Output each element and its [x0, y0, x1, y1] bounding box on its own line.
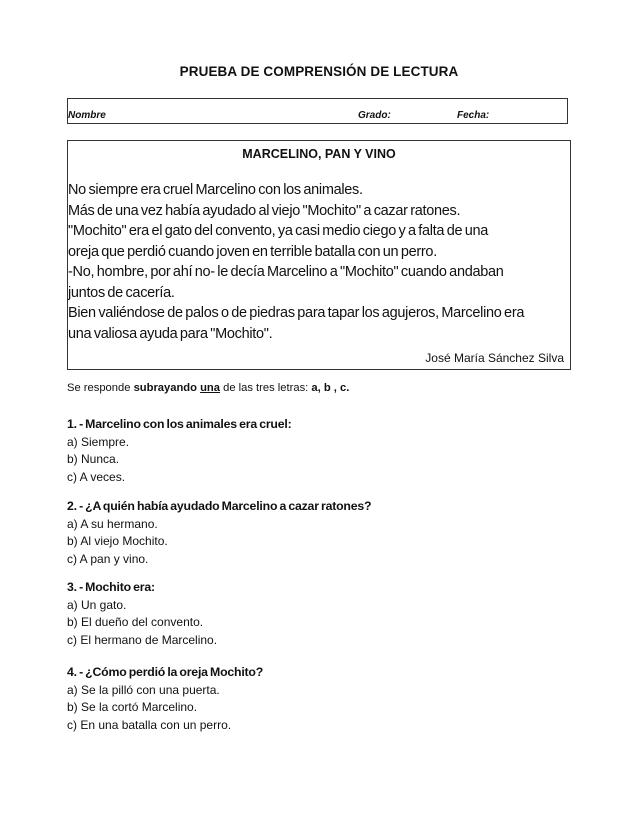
answer-option-c: c) A pan y vino. — [67, 551, 149, 566]
instruction-emphasis: subrayando — [133, 382, 197, 394]
reading-box — [67, 140, 571, 370]
reading-line: Bien valiéndose de palos o de piedras para tapar los agujeros, Marcelino era — [68, 305, 525, 321]
answer-option-b: b) El dueño del convento. — [67, 615, 204, 630]
question-title: 1. - Marcelino con los animales era cruel: — [67, 417, 292, 431]
reading-line: "Mochito" era el gato del convento, ya casi medio ciego y a falta de una — [68, 223, 489, 239]
answer-option-b: b) Al viejo Mochito. — [67, 534, 168, 549]
answer-option-a: a) Se la pilló con una puerta. — [67, 683, 220, 697]
question-title: 3. - Mochito era: — [67, 580, 155, 594]
instruction-prefix: Se responde — [67, 382, 134, 394]
question-title: 2. - ¿A quién había ayudado Marcelino a cazar ratones? — [67, 499, 372, 513]
instruction-underlined: una — [200, 382, 220, 394]
answer-option-a: a) A su hermano. — [67, 517, 158, 531]
date-label: Fecha: — [457, 110, 490, 121]
answer-option-b: b) Se la cortó Marcelino. — [67, 700, 198, 715]
grade-label: Grado: — [358, 110, 391, 121]
answer-option-b: b) Nunca. — [67, 452, 120, 467]
instruction-text — [67, 382, 349, 394]
reading-author: José María Sánchez Silva — [425, 351, 564, 365]
reading-line: una valiosa ayuda para "Mochito". — [68, 325, 273, 342]
question-title: 4. - ¿Cómo perdió la oreja Mochito? — [67, 665, 264, 679]
question-3 — [67, 578, 587, 649]
reading-body — [68, 180, 568, 344]
reading-title: MARCELINO, PAN Y VINO — [242, 147, 396, 161]
answer-option-a: a) Siempre. — [67, 435, 130, 449]
reading-line: No siempre era cruel Marcelino con los animales. — [68, 182, 363, 198]
instruction-letters: a, b , c. — [311, 382, 350, 394]
student-info-box — [67, 98, 568, 124]
reading-line: -No, hombre, por ahí no- le decía Marcelino a "Mochito" cuando andaban — [68, 264, 504, 280]
answer-option-a: a) Un gato. — [67, 598, 127, 612]
answer-option-c: c) El hermano de Marcelino. — [67, 632, 218, 647]
reading-line: juntos de cacería. — [68, 284, 175, 301]
question-4 — [67, 663, 587, 734]
reading-line: Más de una vez había ayudado al viejo "Mochito" a cazar ratones. — [68, 202, 461, 219]
instruction-middle: de las tres letras: — [219, 382, 312, 394]
reading-line: oreja que perdió cuando joven en terrible batalla con un perro. — [68, 243, 437, 260]
question-1 — [67, 415, 587, 486]
question-2 — [67, 497, 587, 568]
page-title: PRUEBA DE COMPRENSIÓN DE LECTURA — [179, 64, 459, 79]
answer-option-c: c) En una batalla con un perro. — [67, 717, 232, 732]
name-label: Nombre — [68, 110, 106, 121]
answer-option-c: c) A veces. — [67, 469, 126, 484]
